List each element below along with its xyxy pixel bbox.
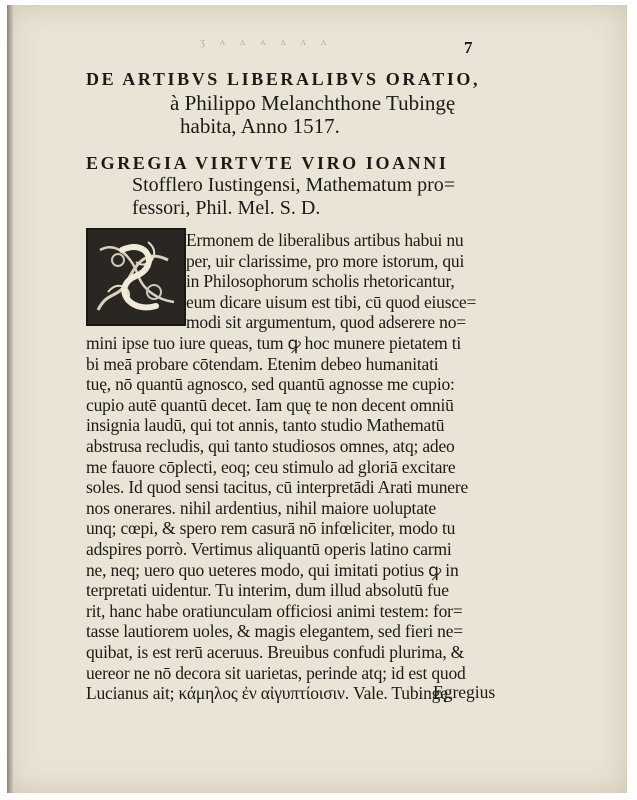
body-line: Ermonem de liberalibus artibus habui nu (186, 230, 464, 250)
body-line: ne, neq; uero quo ueteres modo, qui imitati potius ꝙ in (86, 559, 459, 580)
title-line-2: à Philippo Melanchthone Tubingę (170, 91, 456, 115)
page-number: 7 (464, 38, 473, 57)
body-line: bi meā probare cōtendam. Etenim debeo humanitati (86, 353, 439, 374)
ornament-icon (88, 230, 184, 324)
title-line-3: habita, Anno 1517. (180, 114, 340, 138)
body-line: rit, hanc habe oratiunculam officiosi animi testem: for= (86, 600, 463, 621)
body-line: modi sit argumentum, quod adserere no= (186, 312, 466, 333)
body-line: in Philosophorum scholis rhetoricantur, (186, 271, 455, 292)
body-line: nos onerares. nihil ardentius, nihil maiore uoluptate (86, 497, 437, 518)
body-line: quibat, is est rerū aceruus. Breuibus confudi plurima, & (86, 642, 465, 662)
body-line: uereor ne nō decora sit uarietas, perinde atq; id est quod (86, 662, 466, 683)
title-line-1: DE ARTIBVS LIBERALIBVS ORATIO, (86, 69, 481, 89)
decorated-initial-s (86, 228, 186, 326)
page-gutter-shadow (7, 5, 13, 793)
body-line: Lucianus ait; κάμηλος ἐν αἰγυπτίοισιν. Vale. Tubingę. (86, 683, 452, 704)
dedication-line-2: Stofflero Iustingensi, Mathematum pro= (132, 174, 456, 196)
bleed-through-text: ʒ ʌ ʌ ʌ ʌ ʌ ʌ (200, 36, 333, 48)
body-line: cupio autē quantū decet. Iam quę te non decent omniū (86, 394, 454, 415)
body-line: terpretati uidentur. Tu interim, dum illud absolutū fue (86, 580, 449, 601)
body-line: mini ipse tuo iure queas, tum ꝙ hoc munere pietatem ti (86, 333, 462, 353)
catchword: Egregius (433, 682, 496, 702)
dedication-line-1: EGREGIA VIRTVTE VIRO IOANNI (86, 153, 449, 173)
body-line: soles. Id quod sensi tacitus, cū interpretādi Arati munere (86, 477, 469, 498)
body-line: tasse lautiorem uoles, & magis elegantem, sed fieri ne= (86, 621, 463, 642)
body-line: per, uir clarissime, pro more istorum, qui (186, 250, 465, 271)
body-line: abstrusa recludis, qui tanto studiosos omnes, atq; adeo (86, 436, 455, 456)
body-line: me fauore cōplecti, eoq; ceu stimulo ad gloriā excitare (86, 456, 456, 477)
dedication-line-3: fessori, Phil. Mel. S. D. (132, 197, 321, 219)
body-line: eum dicare uisum est tibi, cū quod eiusce= (186, 291, 477, 312)
body-line: unq; cœpi, & spero rem casurā nō infœliciter, modo tu (86, 518, 456, 539)
body-line: tuę, nō quantū agnosco, sed quantū agnosse me cupio: (86, 374, 455, 395)
body-line: insignia laudū, qui tot annis, tanto studio Mathematū (86, 415, 445, 436)
body-line: adspires porrò. Vertimus aliquantū operis latino carmi (86, 539, 452, 559)
